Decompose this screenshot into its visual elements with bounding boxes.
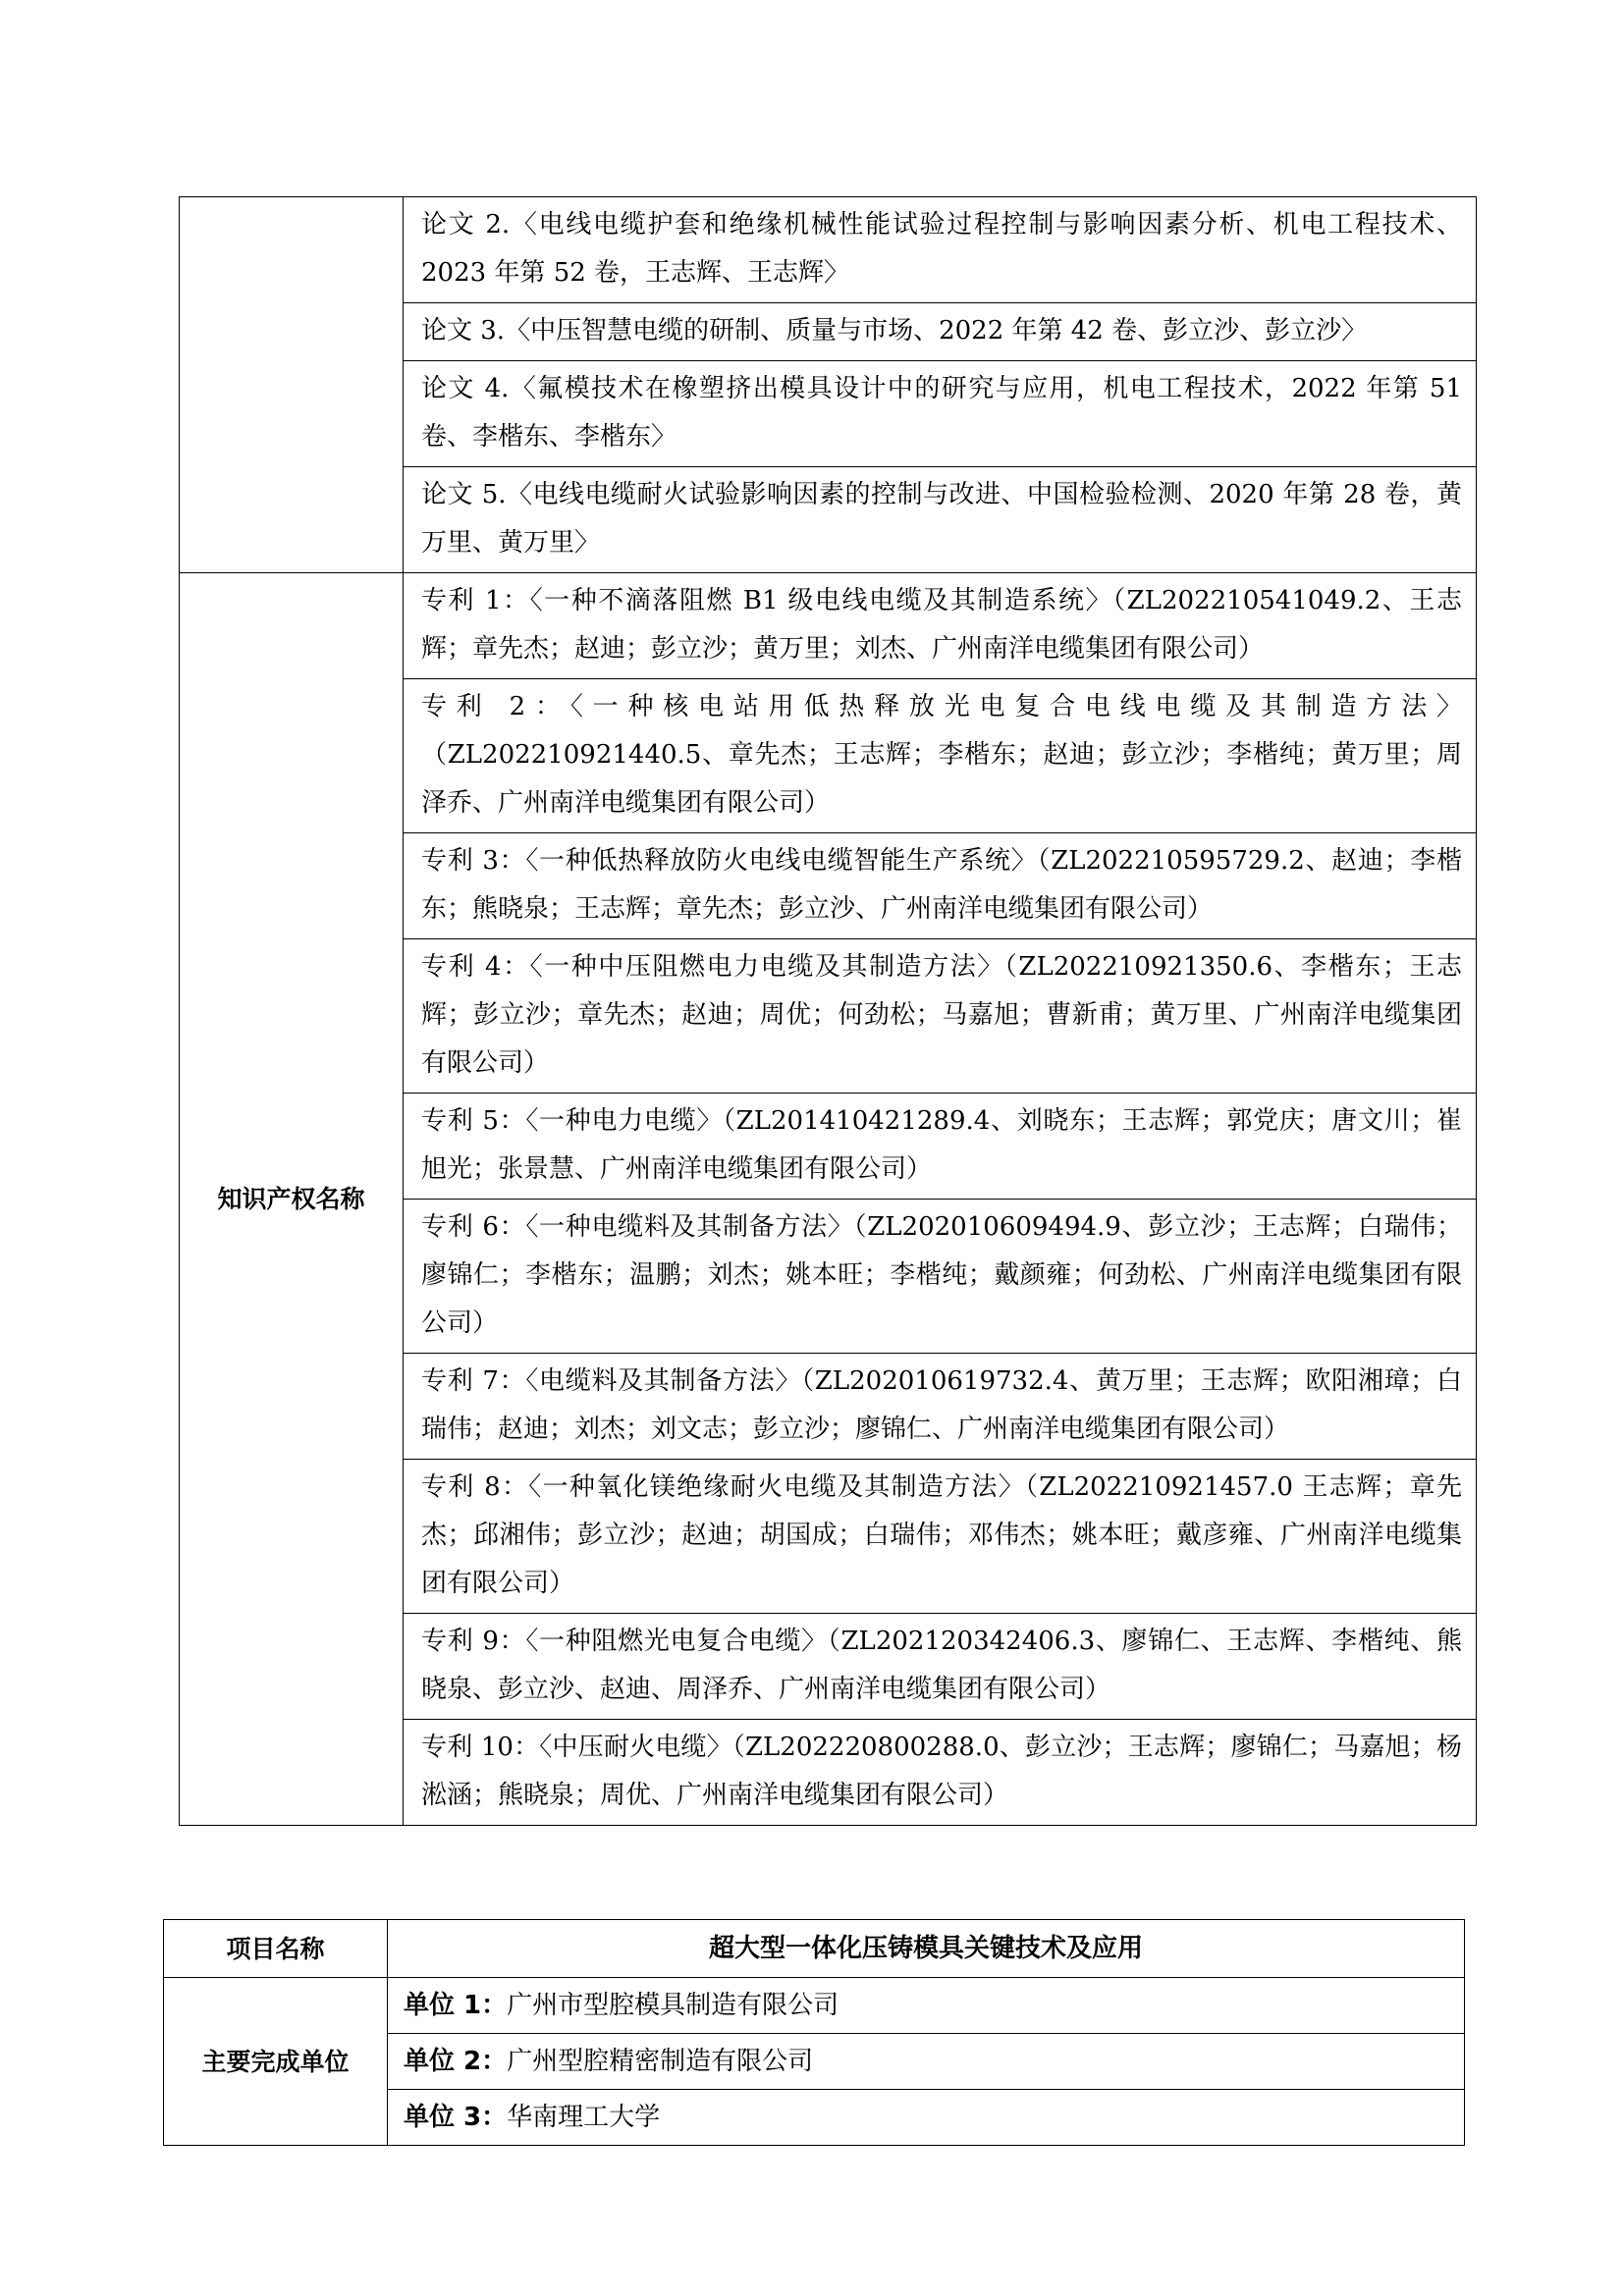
unit-row: [388, 1978, 1465, 2034]
unit-value: 广州市型腔模具制造有限公司: [507, 1990, 839, 2020]
patent-entry: 专利 1：〈一种不滴落阻燃 B1 级电线电缆及其制造系统〉（ZL202210541049.2、王志辉；章先杰；赵迪；彭立沙；黄万里；刘杰、广州南洋电缆集团有限公司）: [404, 573, 1477, 679]
unit-row: [388, 2090, 1465, 2146]
patent-entry: 专利 5：〈一种电力电缆〉（ZL201410421289.4、刘晓东；王志辉；郭党庆；唐文川；崔旭光；张景慧、广州南洋电缆集团有限公司）: [404, 1094, 1477, 1200]
patent-entry: 专利 9：〈一种阻燃光电复合电缆〉（ZL202120342406.3、廖锦仁、王志辉、李楷纯、熊晓泉、彭立沙、赵迪、周泽乔、广州南洋电缆集团有限公司）: [404, 1614, 1477, 1720]
unit-row: [388, 2034, 1465, 2090]
unit-value: 广州型腔精密制造有限公司: [507, 2046, 814, 2076]
units-label: 主要完成单位: [164, 1978, 388, 2146]
unit-label: 单位 1：: [404, 1990, 508, 2020]
patent-entry: 专利 10：〈中压耐火电缆〉（ZL202220800288.0、彭立沙；王志辉；廖锦仁；马嘉旭；杨淞涵；熊晓泉；周优、广州南洋电缆集团有限公司）: [404, 1720, 1477, 1826]
unit-value: 华南理工大学: [507, 2102, 661, 2132]
patent-entry: 专利 7：〈电缆料及其制备方法〉（ZL202010619732.4、黄万里；王志辉；欧阳湘璋；白瑞伟；赵迪；刘杰；刘文志；彭立沙；廖锦仁、广州南洋电缆集团有限公司）: [404, 1354, 1477, 1460]
patent-entry: 专利 8：〈一种氧化镁绝缘耐火电缆及其制造方法〉（ZL202210921457.0 王志辉；章先杰；邱湘伟；彭立沙；赵迪；胡国成；白瑞伟；邓伟杰；姚本旺；戴彦雍、广州南洋电缆集团有限公司）: [404, 1460, 1477, 1614]
paper-entry: 论文 2.〈电线电缆护套和绝缘机械性能试验过程控制与影响因素分析、机电工程技术、2023 年第 52 卷，王志辉、王志辉〉: [404, 197, 1477, 303]
paper-entry: 论文 3.〈中压智慧电缆的研制、质量与市场、2022 年第 42 卷、彭立沙、彭立沙〉: [404, 303, 1477, 361]
project-name-label: 项目名称: [164, 1920, 388, 1978]
paper-entry: 论文 4.〈氟模技术在橡塑挤出模具设计中的研究与应用，机电工程技术，2022 年第 51 卷、李楷东、李楷东〉: [404, 361, 1477, 467]
ip-table: [179, 196, 1477, 1826]
unit-label: 单位 2：: [404, 2046, 508, 2076]
patent-entry: 专利 6：〈一种电缆料及其制备方法〉（ZL202010609494.9、彭立沙；王志辉；白瑞伟；廖锦仁；李楷东；温鹏；刘杰；姚本旺；李楷纯；戴颜雍；何劲松、广州南洋电缆集团有限公司）: [404, 1200, 1477, 1354]
ip-name-label: 知识产权名称: [180, 573, 404, 1826]
paper-entry: 论文 5.〈电线电缆耐火试验影响因素的控制与改进、中国检验检测、2020 年第 28 卷，黄万里、黄万里〉: [404, 467, 1477, 573]
patent-entry: 专利 2：〈一种核电站用低热释放光电复合电线电缆及其制造方法〉（ZL202210921440.5、章先杰；王志辉；李楷东；赵迪；彭立沙；李楷纯；黄万里；周泽乔、广州南洋电缆集团有限公司）: [404, 679, 1477, 833]
project-table: [163, 1919, 1465, 2146]
papers-label-cell: [180, 197, 404, 573]
patent-entry: 专利 4：〈一种中压阻燃电力电缆及其制造方法〉（ZL202210921350.6、李楷东；王志辉；彭立沙；章先杰；赵迪；周优；何劲松；马嘉旭；曹新甫；黄万里、广州南洋电缆集团有限公司）: [404, 939, 1477, 1094]
unit-label: 单位 3：: [404, 2102, 508, 2132]
project-name: 超大型一体化压铸模具关键技术及应用: [388, 1920, 1465, 1978]
patent-entry: 专利 3：〈一种低热释放防火电线电缆智能生产系统〉（ZL202210595729.2、赵迪；李楷东；熊晓泉；王志辉；章先杰；彭立沙、广州南洋电缆集团有限公司）: [404, 833, 1477, 939]
